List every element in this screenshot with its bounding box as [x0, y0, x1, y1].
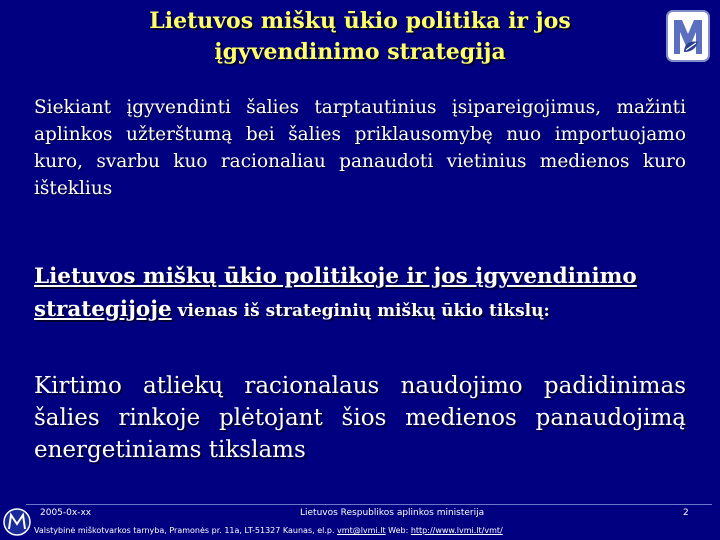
footer-organization: Lietuvos Respublikos aplinkos ministerija: [300, 508, 485, 518]
strategy-goal-label: vienas iš strateginių miškų ūkio tikslų:: [171, 301, 550, 321]
paragraph-intro: Siekiant įgyvendinti šalies tarptautinius įsipareigojimus, mažinti aplinkos užterštumą bei šalies priklausomybę nuo importuojamo kuro, svarbu kuo racionaliau panaudoti vietinius medienos kuro išteklius: [34, 97, 686, 199]
footer-divider: [26, 504, 712, 505]
ministry-logo-icon: [2, 506, 32, 538]
footer-address-text: Valstybinė miškotvarkos tarnyba, Pramonės pr. 11a, LT-51327 Kaunas, el.p.: [34, 526, 338, 535]
footer-web-label: Web:: [385, 526, 411, 535]
paragraph-strategy: [34, 261, 694, 327]
footer-date: 2005-0x-xx: [40, 508, 92, 518]
footer-address: [34, 526, 503, 535]
slide-title-line2: įgyvendinimo strategija: [214, 39, 506, 65]
slide-title: [60, 6, 660, 68]
footer-web-link[interactable]: http://www.lvmi.lt/vmt/: [410, 526, 503, 535]
strategy-title: Lietuvos miškų ūkio politikoje ir jos įgyvendinimo strategijoje: [34, 264, 637, 322]
paragraph-goal: Kirtimo atliekų racionalaus naudojimo padidinimas šalies rinkoje plėtojant šios medienos panaudojimą energetiniams tikslams: [34, 373, 686, 463]
forest-service-logo-icon: [666, 10, 710, 62]
page-number: 2: [683, 508, 689, 518]
footer-email-link[interactable]: vmt@lvmi.lt: [337, 526, 386, 535]
slide-title-line1: Lietuvos miškų ūkio politika ir jos: [149, 8, 571, 34]
